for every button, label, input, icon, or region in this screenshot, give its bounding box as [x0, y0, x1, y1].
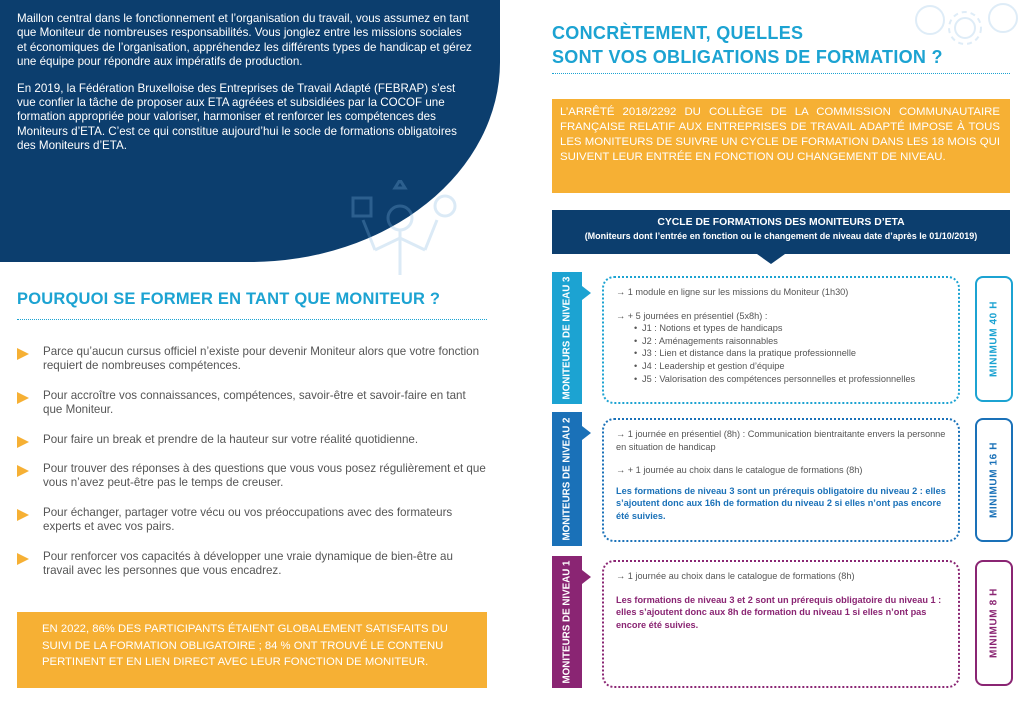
intro-paragraph: Maillon central dans le fonctionnement et l’organisation du travail, vous assumez en tant que Moniteur de nombreuses responsabilités. Vous jonglez entre les missions sociales et économiques de l’organisation, appréhendez les différents types de handicap et gérez une équipe pour répondre aux impératifs de production.	[17, 12, 472, 69]
reason-text: Pour faire un break et prendre de la hauteur sur votre réalité quotidienne.	[43, 432, 419, 446]
minimum-label: MINIMUM 16 H	[988, 441, 1000, 519]
level-1-minimum	[975, 560, 1013, 686]
list-item	[17, 462, 487, 491]
divider	[552, 73, 1010, 74]
level-1-tab	[552, 556, 582, 688]
list-item: • J3 : Lien et distance dans la pratique professionnelle	[634, 347, 948, 360]
list-item	[17, 433, 487, 447]
arrete-box: L’ARRÊTÉ 2018/2292 DU COLLÈGE DE LA COMMISSION COMMUNAUTAIRE FRANÇAISE RELATIF AUX ENTREPRISES DE TRAVAIL ADAPTÉ IMPOSE À TOUS LES MONITEURS DE SUIVRE UN CYCLE DE FORMATION DANS LES 18 MOIS QUI SUIVENT LEUR ENTRÉE EN FONCTION OU CHANGEMENT DE NIVEAU.	[552, 99, 1010, 193]
list-item	[17, 389, 487, 418]
satisfaction-stat-box: EN 2022, 86% DES PARTICIPANTS ÉTAIENT GLOBALEMENT SATISFAITS DU SUIVI DE LA FORMATION OBLIGATOIRE ; 84 % ONT TROUVÉ LE CONTENU PERTINENT ET EN LIEN DIRECT AVEC LEUR FONCTION DE MONITEUR.	[17, 612, 487, 688]
level-2-tab	[552, 412, 582, 546]
level-line: → + 5 journées en présentiel (5x8h) :	[616, 310, 768, 321]
person-juggling-icon	[335, 180, 465, 280]
list-item	[17, 506, 487, 535]
cycle-title: CYCLE DE FORMATIONS DES MONITEURS D’ETA	[657, 217, 905, 228]
list-item	[17, 345, 487, 374]
title-line: SONT VOS OBLIGATIONS DE FORMATION ?	[552, 47, 943, 67]
level-3-content	[602, 276, 960, 404]
minimum-label: MINIMUM 40 H	[988, 300, 1000, 378]
reasons-list	[17, 345, 487, 593]
level-1-content	[602, 560, 960, 688]
reason-text: Parce qu’aucun cursus officiel n’existe pour devenir Moniteur alors que votre fonction requiert de nombreuses compétences.	[43, 345, 480, 373]
level-line: → 1 journée en présentiel (8h) : Communication bientraitante envers la personne en situation de handicap	[616, 429, 946, 452]
arrow-right-icon	[17, 509, 29, 521]
reason-text: Pour trouver des réponses à des questions que vous vous posez régulièrement et que vous n’avez peut-être pas le temps de creuser.	[43, 462, 486, 490]
divider	[17, 319, 487, 320]
level-line: → + 1 journée au choix dans le catalogue de formations (8h)	[616, 465, 863, 476]
reason-text: Pour échanger, partager votre vécu ou vos préoccupations avec des formateurs experts et avec vos pairs.	[43, 505, 453, 534]
arrow-right-icon	[17, 553, 29, 565]
reason-text: Pour renforcer vos capacités à développer une vraie dynamique de bien-être au travail avec les personnes que vous encadrez.	[43, 549, 453, 578]
days-list	[616, 322, 948, 385]
minimum-label: MINIMUM 8 H	[988, 588, 1000, 658]
title-line: CONCRÈTEMENT, QUELLES	[552, 23, 804, 43]
arrow-right-icon	[17, 436, 29, 448]
section-title-obligations	[552, 21, 952, 69]
level-2-content	[602, 418, 960, 542]
list-item: • J4 : Leadership et gestion d’équipe	[634, 360, 948, 373]
level-2-minimum	[975, 418, 1013, 542]
list-item	[17, 550, 487, 579]
level-3-minimum	[975, 276, 1013, 402]
arrow-right-icon	[17, 392, 29, 404]
level-label: MONITEURS DE NIVEAU 3	[561, 276, 573, 400]
list-item: • J1 : Notions et types de handicaps	[634, 322, 948, 335]
arrow-right-icon	[17, 348, 29, 360]
level-3-tab	[552, 272, 582, 404]
reason-text: Pour accroître vos connaissances, compétences, savoir-être et savoir-faire en tant que Moniteur.	[43, 388, 466, 417]
intro-paragraph: En 2019, la Fédération Bruxelloise des Entreprises de Travail Adapté (FEBRAP) s’est vue confier la tâche de proposer aux ETA agréées et subsidiées par la COCOF une formation appropriée pour valoriser, harmoniser et renforcer les compétences des Moniteurs d’ETA. C’est ce qui constitue aujourd’hui le socle de formations obligatoires des Moniteurs d’ETA.	[17, 81, 457, 153]
level-label: MONITEURS DE NIVEAU 1	[561, 560, 573, 684]
arrow-right-icon	[17, 465, 29, 477]
level-label: MONITEURS DE NIVEAU 2	[561, 417, 573, 541]
level-line: → 1 journée au choix dans le catalogue de formations (8h)	[616, 571, 855, 581]
level-line: → 1 module en ligne sur les missions du Moniteur (1h30)	[616, 287, 849, 297]
section-title-why: POURQUOI SE FORMER EN TANT QUE MONITEUR ?	[17, 290, 441, 308]
list-item: • J5 : Valorisation des compétences personnelles et professionnelles	[634, 373, 948, 386]
cycle-header	[552, 210, 1010, 254]
prerequisite-note: Les formations de niveau 3 et 2 sont un prérequis obligatoire du niveau 1 : elles s’ajoutent donc aux 8h de formation du niveau 1 si elles n’ont pas encore été suivies.	[616, 594, 942, 630]
list-item: • J2 : Aménagements raisonnables	[634, 335, 948, 348]
cycle-subtitle: (Moniteurs dont l’entrée en fonction ou le changement de niveau date d’après le 01/10/2019)	[584, 231, 978, 241]
intro-text	[17, 12, 472, 166]
prerequisite-note: Les formations de niveau 3 sont un prérequis obligatoire du niveau 2 : elles s’ajoutent donc aux 16h de formation du niveau 2 si elles n’ont pas encore été suivies.	[616, 485, 946, 521]
